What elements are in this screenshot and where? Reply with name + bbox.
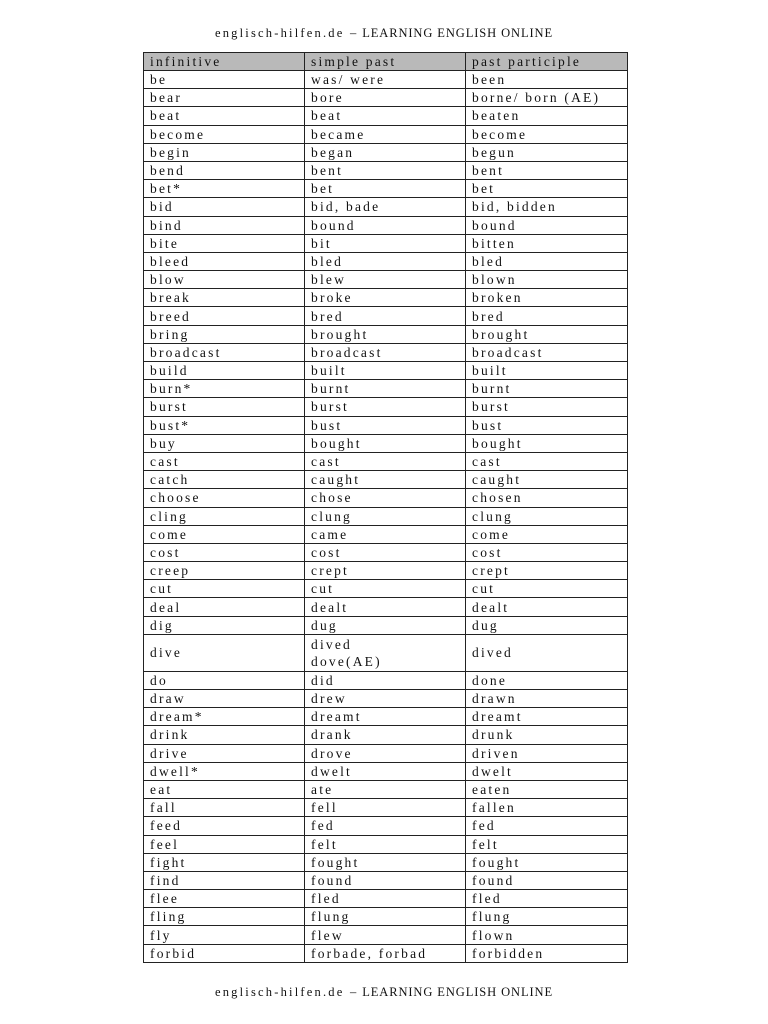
infinitive-cell: begin — [144, 143, 305, 161]
past-participle-cell: been — [466, 71, 628, 89]
past-participle-cell: dwelt — [466, 762, 628, 780]
simple-past-cell: bound — [305, 216, 466, 234]
table-row — [144, 616, 628, 634]
simple-past-cell: bit — [305, 234, 466, 252]
simple-past-cell: bust — [305, 416, 466, 434]
simple-past-cell: bred — [305, 307, 466, 325]
infinitive-cell: bust* — [144, 416, 305, 434]
past-participle-cell: built — [466, 362, 628, 380]
table-row — [144, 780, 628, 798]
table-row — [144, 107, 628, 125]
infinitive-cell: cost — [144, 543, 305, 561]
simple-past-cell: burnt — [305, 380, 466, 398]
infinitive-cell: fight — [144, 853, 305, 871]
simple-past-cell: fed — [305, 817, 466, 835]
table-row — [144, 343, 628, 361]
past-participle-cell: broadcast — [466, 343, 628, 361]
past-participle-cell: broken — [466, 289, 628, 307]
infinitive-cell: burst — [144, 398, 305, 416]
infinitive-cell: drive — [144, 744, 305, 762]
table-row — [144, 143, 628, 161]
simple-past-cell: drew — [305, 690, 466, 708]
infinitive-cell: find — [144, 871, 305, 889]
table-row — [144, 799, 628, 817]
simple-past-cell: bent — [305, 161, 466, 179]
infinitive-cell: beat — [144, 107, 305, 125]
table-row — [144, 762, 628, 780]
infinitive-cell: burn* — [144, 380, 305, 398]
table-row — [144, 362, 628, 380]
infinitive-cell: feed — [144, 817, 305, 835]
simple-past-cell: bet — [305, 180, 466, 198]
simple-past-cell: brought — [305, 325, 466, 343]
past-participle-cell: drunk — [466, 726, 628, 744]
table-row — [144, 744, 628, 762]
page-footer — [0, 985, 768, 1000]
table-row — [144, 234, 628, 252]
simple-past-cell: became — [305, 125, 466, 143]
table-row — [144, 452, 628, 470]
past-participle-cell: fled — [466, 890, 628, 908]
infinitive-cell: fall — [144, 799, 305, 817]
simple-past-cell: fled — [305, 890, 466, 908]
table-row — [144, 908, 628, 926]
infinitive-cell: bind — [144, 216, 305, 234]
table-row — [144, 944, 628, 962]
past-participle-cell: fought — [466, 853, 628, 871]
infinitive-cell: bring — [144, 325, 305, 343]
table-row — [144, 416, 628, 434]
table-row — [144, 871, 628, 889]
infinitive-cell: dream* — [144, 708, 305, 726]
header-tagline: LEARNING ENGLISH ONLINE — [362, 26, 554, 40]
past-participle-cell: borne/ born (AE) — [466, 89, 628, 107]
table-row — [144, 325, 628, 343]
infinitive-cell: build — [144, 362, 305, 380]
past-participle-cell: bust — [466, 416, 628, 434]
infinitive-cell: blow — [144, 271, 305, 289]
infinitive-cell: bleed — [144, 252, 305, 270]
simple-past-cell: cost — [305, 543, 466, 561]
infinitive-cell: be — [144, 71, 305, 89]
past-participle-cell: found — [466, 871, 628, 889]
infinitive-cell: deal — [144, 598, 305, 616]
infinitive-cell: fling — [144, 908, 305, 926]
simple-past-cell: blew — [305, 271, 466, 289]
past-participle-cell: brought — [466, 325, 628, 343]
infinitive-cell: dive — [144, 634, 305, 671]
simple-past-cell: dwelt — [305, 762, 466, 780]
simple-past-cell: forbade, forbad — [305, 944, 466, 962]
past-participle-cell: bent — [466, 161, 628, 179]
simple-past-cell: clung — [305, 507, 466, 525]
past-participle-cell: burnt — [466, 380, 628, 398]
infinitive-cell: creep — [144, 562, 305, 580]
table-body — [144, 71, 628, 963]
past-participle-cell: begun — [466, 143, 628, 161]
infinitive-cell: flee — [144, 890, 305, 908]
footer-tagline: LEARNING ENGLISH ONLINE — [362, 985, 554, 999]
table-row — [144, 161, 628, 179]
simple-past-cell: dealt — [305, 598, 466, 616]
past-participle-cell: caught — [466, 471, 628, 489]
infinitive-cell: dig — [144, 616, 305, 634]
infinitive-cell: catch — [144, 471, 305, 489]
infinitive-cell: broadcast — [144, 343, 305, 361]
past-participle-cell: driven — [466, 744, 628, 762]
simple-past-cell: beat — [305, 107, 466, 125]
column-header-past-participle: past participle — [466, 53, 628, 71]
past-participle-cell: drawn — [466, 690, 628, 708]
table-row — [144, 216, 628, 234]
infinitive-cell: bid — [144, 198, 305, 216]
column-header-simple-past: simple past — [305, 53, 466, 71]
simple-past-cell: bid, bade — [305, 198, 466, 216]
table-row — [144, 471, 628, 489]
infinitive-cell: breed — [144, 307, 305, 325]
infinitive-cell: feel — [144, 835, 305, 853]
page-header — [0, 26, 768, 41]
table-row — [144, 89, 628, 107]
simple-past-cell: bore — [305, 89, 466, 107]
table-row — [144, 271, 628, 289]
simple-past-cell: dug — [305, 616, 466, 634]
simple-past-cell: came — [305, 525, 466, 543]
infinitive-cell: come — [144, 525, 305, 543]
infinitive-cell: do — [144, 671, 305, 689]
past-participle-cell: cast — [466, 452, 628, 470]
infinitive-cell: drink — [144, 726, 305, 744]
table-row — [144, 289, 628, 307]
table-header-row — [144, 53, 628, 71]
table-row — [144, 307, 628, 325]
past-participle-cell: fed — [466, 817, 628, 835]
past-participle-cell: bred — [466, 307, 628, 325]
infinitive-cell: choose — [144, 489, 305, 507]
past-participle-cell: crept — [466, 562, 628, 580]
table-row — [144, 198, 628, 216]
infinitive-cell: fly — [144, 926, 305, 944]
simple-past-cell: dreamt — [305, 708, 466, 726]
infinitive-cell: cast — [144, 452, 305, 470]
past-participle-cell: cut — [466, 580, 628, 598]
table-row — [144, 71, 628, 89]
table-row — [144, 835, 628, 853]
past-participle-cell: forbidden — [466, 944, 628, 962]
past-participle-cell: clung — [466, 507, 628, 525]
infinitive-cell: draw — [144, 690, 305, 708]
table-row — [144, 434, 628, 452]
simple-past-cell: cut — [305, 580, 466, 598]
past-participle-cell: cost — [466, 543, 628, 561]
past-participle-cell: bought — [466, 434, 628, 452]
past-participle-cell: dreamt — [466, 708, 628, 726]
simple-past-cell: felt — [305, 835, 466, 853]
simple-past-cell: fought — [305, 853, 466, 871]
infinitive-cell: dwell* — [144, 762, 305, 780]
simple-past-cell: chose — [305, 489, 466, 507]
simple-past-cell: flung — [305, 908, 466, 926]
infinitive-cell: bite — [144, 234, 305, 252]
table-row — [144, 726, 628, 744]
simple-past-cell: dived dove(AE) — [305, 634, 466, 671]
infinitive-cell: bet* — [144, 180, 305, 198]
table-row — [144, 525, 628, 543]
footer-separator: – — [350, 985, 357, 999]
infinitive-cell: forbid — [144, 944, 305, 962]
past-participle-cell: bound — [466, 216, 628, 234]
infinitive-cell: become — [144, 125, 305, 143]
past-participle-cell: flung — [466, 908, 628, 926]
simple-past-cell: ate — [305, 780, 466, 798]
simple-past-cell: bought — [305, 434, 466, 452]
past-participle-cell: blown — [466, 271, 628, 289]
simple-past-cell: did — [305, 671, 466, 689]
simple-past-cell: bled — [305, 252, 466, 270]
past-participle-cell: burst — [466, 398, 628, 416]
table-row — [144, 125, 628, 143]
infinitive-cell: break — [144, 289, 305, 307]
footer-site: englisch-hilfen.de — [214, 985, 345, 999]
past-participle-cell: dived — [466, 634, 628, 671]
table-row — [144, 671, 628, 689]
infinitive-cell: eat — [144, 780, 305, 798]
past-participle-cell: dug — [466, 616, 628, 634]
simple-past-cell: drank — [305, 726, 466, 744]
simple-past-cell: found — [305, 871, 466, 889]
simple-past-cell: broadcast — [305, 343, 466, 361]
simple-past-cell: built — [305, 362, 466, 380]
past-participle-cell: flown — [466, 926, 628, 944]
past-participle-cell: fallen — [466, 799, 628, 817]
table-row — [144, 398, 628, 416]
infinitive-cell: cling — [144, 507, 305, 525]
past-participle-cell: bid, bidden — [466, 198, 628, 216]
column-header-infinitive: infinitive — [144, 53, 305, 71]
past-participle-cell: done — [466, 671, 628, 689]
past-participle-cell: become — [466, 125, 628, 143]
table-row — [144, 507, 628, 525]
simple-past-cell: caught — [305, 471, 466, 489]
table-row — [144, 890, 628, 908]
header-site: englisch-hilfen.de — [214, 26, 345, 40]
past-participle-cell: dealt — [466, 598, 628, 616]
past-participle-cell: bitten — [466, 234, 628, 252]
simple-past-cell: burst — [305, 398, 466, 416]
table-row — [144, 853, 628, 871]
past-participle-cell: bet — [466, 180, 628, 198]
table-row — [144, 580, 628, 598]
simple-past-cell: drove — [305, 744, 466, 762]
past-participle-cell: felt — [466, 835, 628, 853]
table-row — [144, 817, 628, 835]
table-row — [144, 598, 628, 616]
simple-past-cell: cast — [305, 452, 466, 470]
simple-past-cell: began — [305, 143, 466, 161]
past-participle-cell: chosen — [466, 489, 628, 507]
table-row — [144, 489, 628, 507]
simple-past-cell: fell — [305, 799, 466, 817]
past-participle-cell: eaten — [466, 780, 628, 798]
simple-past-cell: was/ were — [305, 71, 466, 89]
infinitive-cell: buy — [144, 434, 305, 452]
simple-past-cell: crept — [305, 562, 466, 580]
table-row — [144, 543, 628, 561]
infinitive-cell: cut — [144, 580, 305, 598]
simple-past-cell: flew — [305, 926, 466, 944]
table-row — [144, 180, 628, 198]
irregular-verbs-table — [143, 52, 628, 963]
table-row — [144, 252, 628, 270]
table-row — [144, 690, 628, 708]
table-row — [144, 380, 628, 398]
infinitive-cell: bear — [144, 89, 305, 107]
table-row — [144, 708, 628, 726]
table-row — [144, 634, 628, 671]
past-participle-cell: come — [466, 525, 628, 543]
simple-past-cell: broke — [305, 289, 466, 307]
past-participle-cell: beaten — [466, 107, 628, 125]
table-row — [144, 926, 628, 944]
past-participle-cell: bled — [466, 252, 628, 270]
header-separator: – — [350, 26, 357, 40]
table-row — [144, 562, 628, 580]
infinitive-cell: bend — [144, 161, 305, 179]
